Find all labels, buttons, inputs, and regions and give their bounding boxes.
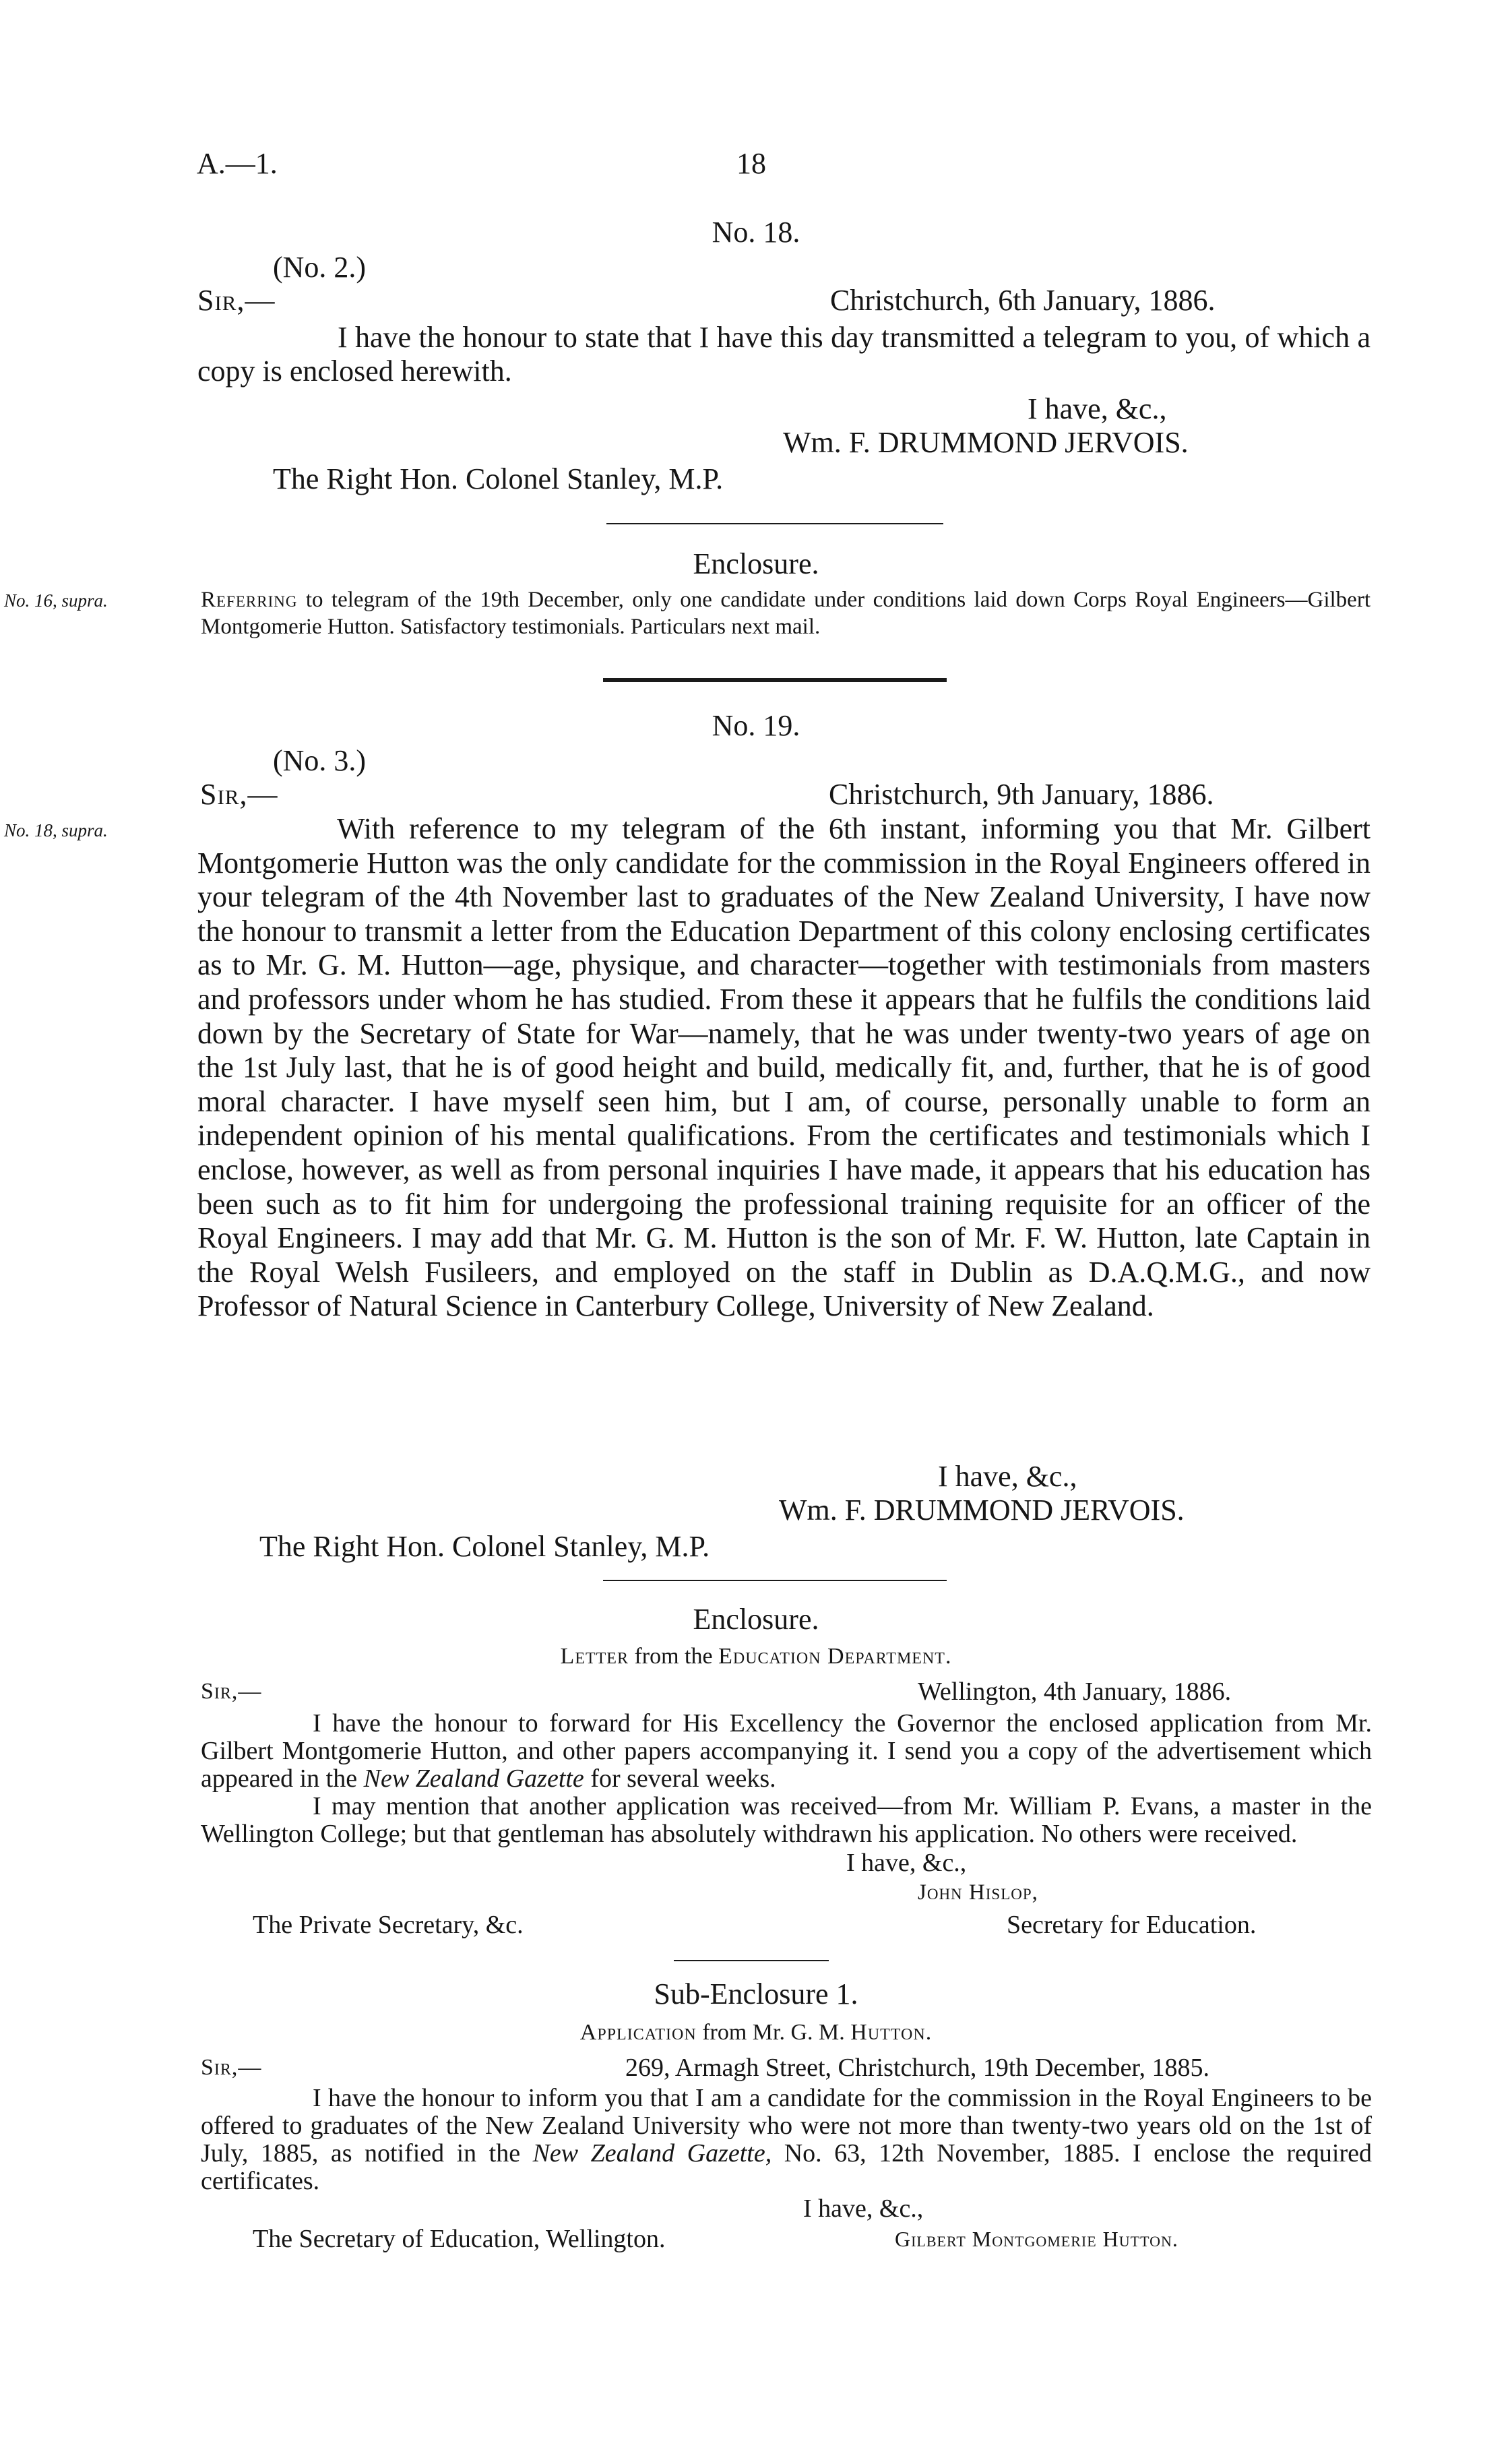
enclosure-19-title: Enclosure.: [693, 1603, 819, 1636]
letter-19-margin-note: [4, 820, 108, 841]
letter-19-place-date: Christchurch, 9th January, 1886.: [829, 778, 1214, 811]
document-reference: A.—1.: [197, 147, 278, 180]
letter-18-body: I have the honour to state that I have this day transmitted a telegram to you, of which a copy is enclosed herewith.: [197, 321, 1371, 388]
letter-18-salutation: Sir,—: [197, 284, 276, 317]
subtitle-part: Letter: [560, 1644, 629, 1669]
subenclosure-1-subtitle: [0, 2018, 1512, 2048]
para-text: I have the honour to forward for His Excellency the Governor the enclosed application from Mr. Gilbert Montgomerie Hutton, and other papers accompanying it. I send you a copy of the advertisement which appeared in the: [201, 1709, 1372, 1793]
margin-note-text: No. 16, supra.: [4, 590, 108, 611]
letter-18-closing: I have, &c.,: [1028, 392, 1167, 425]
enclosure-19-para-2: I may mention that another application was received—from Mr. William P. Evans, a master in the Wellington College; but that gentleman has absolutely withdrawn his application. No others were received.: [201, 1792, 1372, 1848]
divider: [674, 1960, 829, 1961]
enclosure-18-body: to telegram of the 19th December, only one candidate under conditions laid down Corps Royal Engineers—Gilbert Montgomerie Hutton. Satisfactory testimonials. Particulars next mail.: [201, 588, 1371, 639]
letter-19-addressee: The Right Hon. Colonel Stanley, M.P.: [259, 1530, 710, 1563]
subtitle-part: from the: [628, 1644, 719, 1669]
para-text: No. 63, 12th November, 1885. I enclose the required certificates.: [201, 2139, 1372, 2195]
margin-note-text: No. 18, supra.: [4, 820, 108, 840]
letter-18-signature: Wm. F. DRUMMOND JERVOIS.: [783, 426, 1189, 459]
para-text: I have the honour to inform you that I am a candidate for the commission in the Royal Engineers to be offered to graduates of the New Zealand University who were not more than twenty-two years old on the 1st of July, 1885, as notified in the: [201, 2084, 1372, 2167]
enclosure-18-text: [201, 586, 1371, 640]
enclosure-19-signatory-title: Secretary for Education.: [1007, 1911, 1257, 1939]
subenclosure-1-title: Sub-Enclosure 1.: [654, 1977, 858, 2010]
divider: [606, 523, 943, 524]
enclosure-19-addressee: The Private Secretary, &c.: [253, 1911, 524, 1939]
letter-19-salutation: Sir,—: [200, 778, 278, 811]
subenclosure-1-closing: I have, &c.,: [803, 2194, 924, 2223]
subtitle-part: Education Department.: [718, 1644, 952, 1669]
letter-19-number: (No. 3.): [273, 744, 367, 777]
subtitle-part: from Mr. G. M.: [696, 2020, 851, 2045]
para-text: for several weeks.: [584, 1764, 776, 1793]
enclosure-18-margin-note: [4, 590, 108, 611]
letter-19-body: With reference to my telegram of the 6th instant, informing you that Mr. Gilbert Montgomerie Hutton was the only candidate for the commission in the Royal Engineers offered in your telegram of the 4th November last to graduates of the New Zealand University, I have now the honour to transmit a letter from the Education Department of this colony enclosing certificates as to Mr. G. M. Hutton—age, physique, and character—together with testimonials from masters and professors under whom he has studied. From these it appears that he fulfils the conditions laid down by the Secretary of State for War—namely, that he was under twenty-two years of age on the 1st July last, that he is of good height and build, medically fit, and, further, that he is of good moral character. I have myself seen him, but I am, of course, personally unable to form an independent opinion of his mental qualifications. From the certificates and testimonials which I enclose, however, as well as from personal inquiries I have made, it appears that his education has been such as to fit him for undergoing the professional training requisite for an officer of the Royal Engineers. I may add that Mr. G. M. Hutton is the son of Mr. F. W. Hutton, late Captain in the Royal Welsh Fusileers, and employed on the staff in Dublin as D.A.Q.M.G., and now Professor of Natural Science in Canterbury College, University of New Zealand.: [197, 812, 1371, 1323]
enclosure-18-first-word: Referring: [201, 588, 298, 612]
letter-18-number: (No. 2.): [273, 251, 367, 284]
enclosure-19-para-1: [201, 1710, 1372, 1793]
subtitle-part: Application: [579, 2020, 697, 2045]
enclosure-19-signature: John Hislop,: [918, 1880, 1038, 1905]
gazette-title: New Zealand Gazette,: [532, 2139, 772, 2167]
enclosure-19-closing: I have, &c.,: [846, 1849, 967, 1877]
subenclosure-1-signature: Gilbert Montgomerie Hutton.: [895, 2227, 1178, 2251]
letter-19-signature: Wm. F. DRUMMOND JERVOIS.: [779, 1494, 1185, 1527]
letter-19-title: No. 19.: [712, 709, 800, 742]
letter-18-addressee: The Right Hon. Colonel Stanley, M.P.: [273, 462, 724, 495]
letter-18-title: No. 18.: [712, 216, 800, 249]
letter-18-place-date: Christchurch, 6th January, 1886.: [830, 284, 1216, 317]
page-number: 18: [736, 147, 766, 180]
subenclosure-1-addressee: The Secretary of Education, Wellington.: [253, 2225, 666, 2253]
gazette-title: New Zealand Gazette: [363, 1764, 584, 1793]
enclosure-19-subtitle: [0, 1642, 1512, 1671]
thick-divider: [603, 678, 947, 682]
subtitle-part: Hutton.: [850, 2020, 933, 2045]
subenclosure-1-place-date: 269, Armagh Street, Christchurch, 19th December, 1885.: [625, 2054, 1210, 2082]
divider: [603, 1580, 947, 1581]
enclosure-18-title: Enclosure.: [693, 547, 819, 580]
letter-19-closing: I have, &c.,: [938, 1460, 1077, 1493]
subenclosure-1-salutation: Sir,—: [201, 2055, 262, 2080]
enclosure-19-salutation: Sir,—: [201, 1679, 262, 1704]
subenclosure-1-body: [201, 2085, 1372, 2195]
enclosure-19-place-date: Wellington, 4th January, 1886.: [918, 1678, 1232, 1706]
